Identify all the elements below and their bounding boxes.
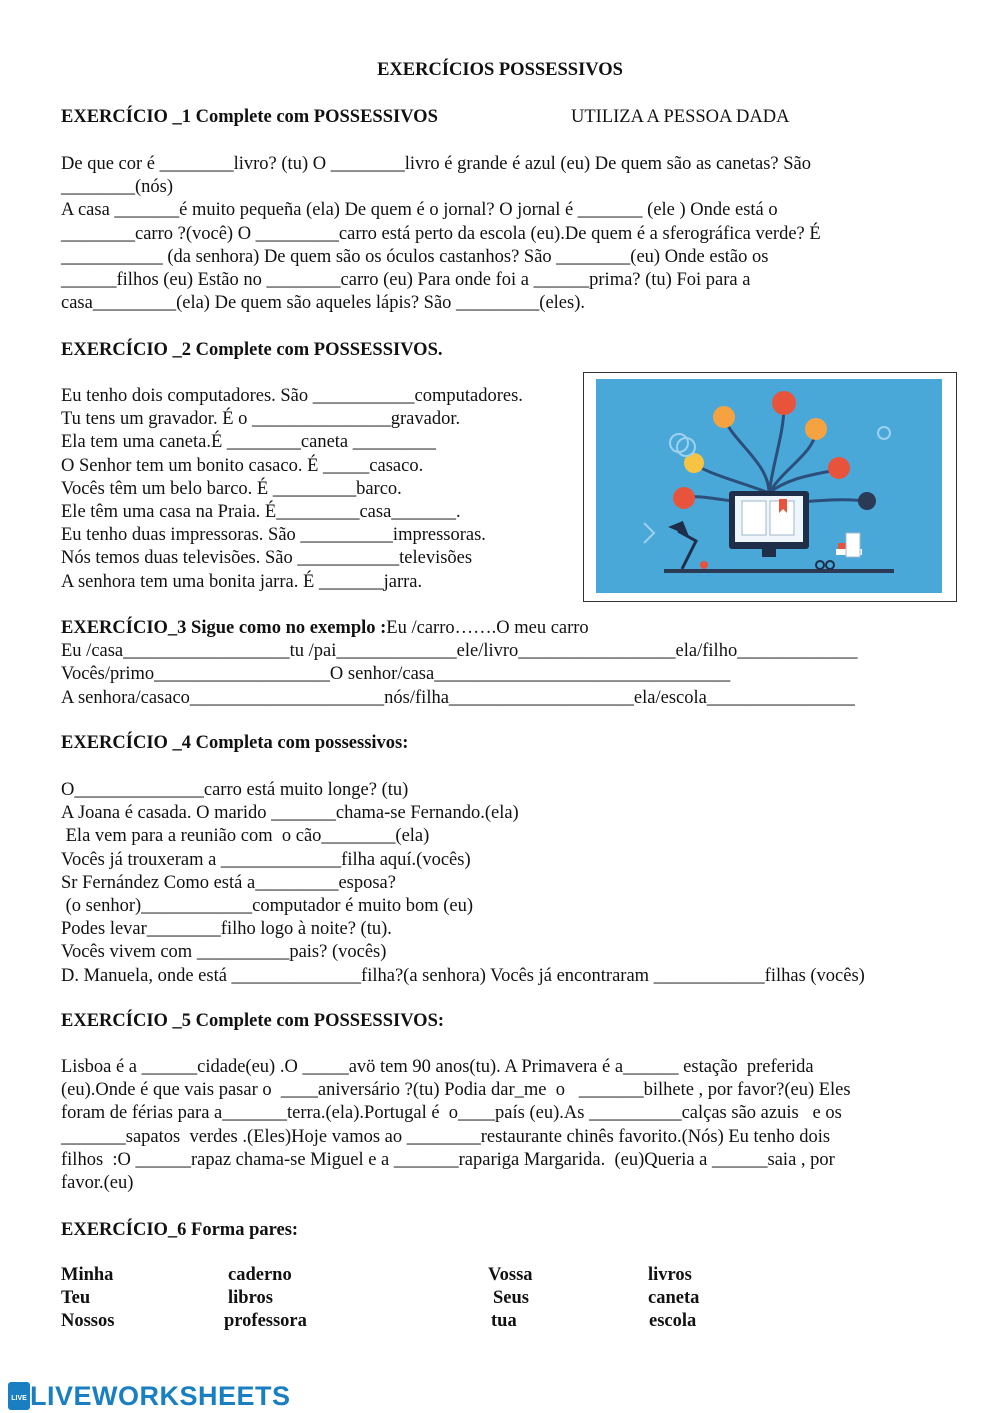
- exercise-3: [61, 617, 857, 710]
- exercise-1-heading: EXERCÍCIO _1 Complete com POSSESSIVOS: [61, 107, 438, 127]
- pair-word[interactable]: escola: [649, 1311, 697, 1331]
- text-line[interactable]: A senhora/casaco_____________________nós/filha____________________ela/escola________________: [61, 687, 855, 708]
- text-line[interactable]: Vocês têm um belo barco. É _________barco.: [61, 478, 402, 499]
- pair-word[interactable]: Nossos: [61, 1311, 115, 1331]
- text-line[interactable]: A Joana é casada. O marido _______chama-se Fernando.(ela): [61, 803, 519, 824]
- text-line[interactable]: casa_________(ela) De quem são aqueles lápis? São _________(eles).: [61, 293, 586, 314]
- text-line[interactable]: Sr Fernández Como está a_________esposa?: [61, 872, 396, 893]
- pair-word[interactable]: tua: [491, 1311, 517, 1331]
- pair-word[interactable]: caderno: [228, 1265, 292, 1285]
- text-line[interactable]: A senhora tem uma bonita jarra. É _______jarra.: [61, 571, 423, 592]
- text-line[interactable]: Vocês já trouxeram a _____________filha aquí.(vocês): [61, 849, 471, 870]
- text-line[interactable]: filhos :O ______rapaz chama-se Miguel e a _______rapariga Margarida. (eu)Queria a ______saia , por: [61, 1149, 835, 1170]
- exercise-2-heading: EXERCÍCIO _2 Complete com POSSESSIVOS.: [61, 340, 443, 360]
- text-line[interactable]: Ela vem para a reunião com o cão________(ela): [61, 826, 430, 847]
- exercise-1: [61, 106, 790, 129]
- pair-word[interactable]: livros: [648, 1265, 692, 1285]
- pair-word[interactable]: professora: [224, 1311, 307, 1331]
- apple-icon: [700, 561, 708, 569]
- text-line[interactable]: Ela tem uma caneta.É ________caneta _________: [61, 432, 437, 453]
- text-line[interactable]: ___________ (da senhora) De quem são os óculos castanhos? São ________(eu) Onde estão os: [61, 246, 769, 267]
- text-line[interactable]: Vocês/primo___________________O senhor/casa________________________________: [61, 664, 731, 685]
- exercise-3-heading-row: [61, 617, 857, 640]
- svg-text:LIVE: LIVE: [11, 1395, 27, 1402]
- text-line[interactable]: Nós temos duas televisões. São ___________televisões: [61, 548, 473, 569]
- text-line[interactable]: Vocês vivem com __________pais? (vocês): [61, 942, 387, 963]
- text-line[interactable]: foram de férias para a_______terra.(ela).Portugal é o____país (eu).As __________calças são azuis e os: [61, 1103, 842, 1124]
- exercise-4-text: [61, 779, 865, 988]
- exercise-1-heading-row: [61, 106, 790, 129]
- monitor-icon: [729, 491, 809, 557]
- exercise-5-heading: EXERCÍCIO _5 Complete com POSSESSIVOS:: [61, 1011, 445, 1031]
- exercise-2-text: [61, 385, 523, 594]
- text-line[interactable]: Eu tenho dois computadores. São ___________computadores.: [61, 386, 523, 406]
- exercise-1-text: [61, 153, 821, 315]
- text-line[interactable]: Ele têm uma casa na Praia. É_________casa_______.: [61, 501, 461, 522]
- pair-word[interactable]: Minha: [61, 1265, 114, 1285]
- logo-text: LIVEWORKSHEETS: [30, 1380, 291, 1411]
- exercise-3-heading: EXERCÍCIO_3 Sigue como no exemplo :: [61, 618, 387, 638]
- text-line[interactable]: Podes levar________filho logo à noite? (tu).: [61, 919, 392, 940]
- text-line[interactable]: ________carro ?(você) O _________carro está perto da escola (eu).De quem é a sferográfica verde? É: [61, 223, 821, 244]
- pair-word[interactable]: Seus: [493, 1288, 529, 1308]
- text-line[interactable]: Eu tenho duas impressoras. São __________impressoras.: [61, 525, 486, 546]
- text-line[interactable]: O______________carro está muito longe? (tu): [61, 780, 409, 800]
- exercise-1-instruction: UTILIZA A PESSOA DADA: [571, 107, 790, 127]
- text-line[interactable]: ________(nós): [61, 177, 174, 198]
- pair-word[interactable]: libros: [228, 1288, 273, 1308]
- text-line[interactable]: (o senhor)____________computador é muito bom (eu): [61, 895, 474, 916]
- pair-word[interactable]: caneta: [648, 1288, 700, 1308]
- exercise-6-heading: EXERCÍCIO_6 Forma pares:: [61, 1220, 299, 1240]
- text-line[interactable]: _______sapatos verdes .(Eles)Hoje vamos ao ________restaurante chinês favorito.(Nós) Eu tenho dois: [61, 1126, 831, 1147]
- text-line[interactable]: (eu).Onde é que vais pasar o ____aniversário ?(tu) Podia dar_me o _______bilhete , por favor?(eu) Eles: [61, 1080, 851, 1101]
- text-line[interactable]: D. Manuela, onde está ______________filha?(a senhora) Vocês já encontraram ____________filhas (vocês): [61, 965, 865, 986]
- exercise-4-heading: EXERCÍCIO _4 Completa com possessivos:: [61, 733, 409, 753]
- exercise-5-text: [61, 1056, 851, 1195]
- text-line[interactable]: ______filhos (eu) Estão no ________carro (eu) Para onde foi a ______prima? (tu) Foi para a: [61, 269, 751, 290]
- text-line[interactable]: favor.(eu): [61, 1172, 134, 1193]
- text-line[interactable]: Tu tens um gravador. É o _______________gravador.: [61, 409, 461, 430]
- pair-word[interactable]: Teu: [61, 1288, 91, 1308]
- desk-surface: [664, 569, 894, 573]
- text-line[interactable]: A casa _______é muito pequeña (ela) De quem é o jornal? O jornal é _______ (ele ) Onde está o: [61, 200, 778, 221]
- liveworksheets-logo[interactable]: [8, 1381, 291, 1411]
- text-line[interactable]: Lisboa é a ______cidade(eu) .O _____avö tem 90 anos(tu). A Primavera é a______ estação preferida: [61, 1057, 814, 1077]
- text-line[interactable]: De que cor é ________livro? (tu) O ________livro é grande é azul (eu) De quem são as canetas? São: [61, 154, 812, 174]
- technology-illustration: [583, 372, 957, 602]
- exercise-3-example: Eu /carro…….O meu carro: [386, 618, 589, 638]
- text-line[interactable]: Eu /casa__________________tu /pai_____________ele/livro_________________ela/filho_____________: [61, 641, 858, 662]
- text-line[interactable]: O Senhor tem um bonito casaco. É _____casaco.: [61, 455, 424, 476]
- illustration-svg: [584, 373, 956, 601]
- logo-badge-icon: [8, 1382, 30, 1410]
- pair-word[interactable]: Vossa: [488, 1265, 533, 1285]
- page-title: EXERCÍCIOS POSSESSIVOS: [377, 60, 623, 80]
